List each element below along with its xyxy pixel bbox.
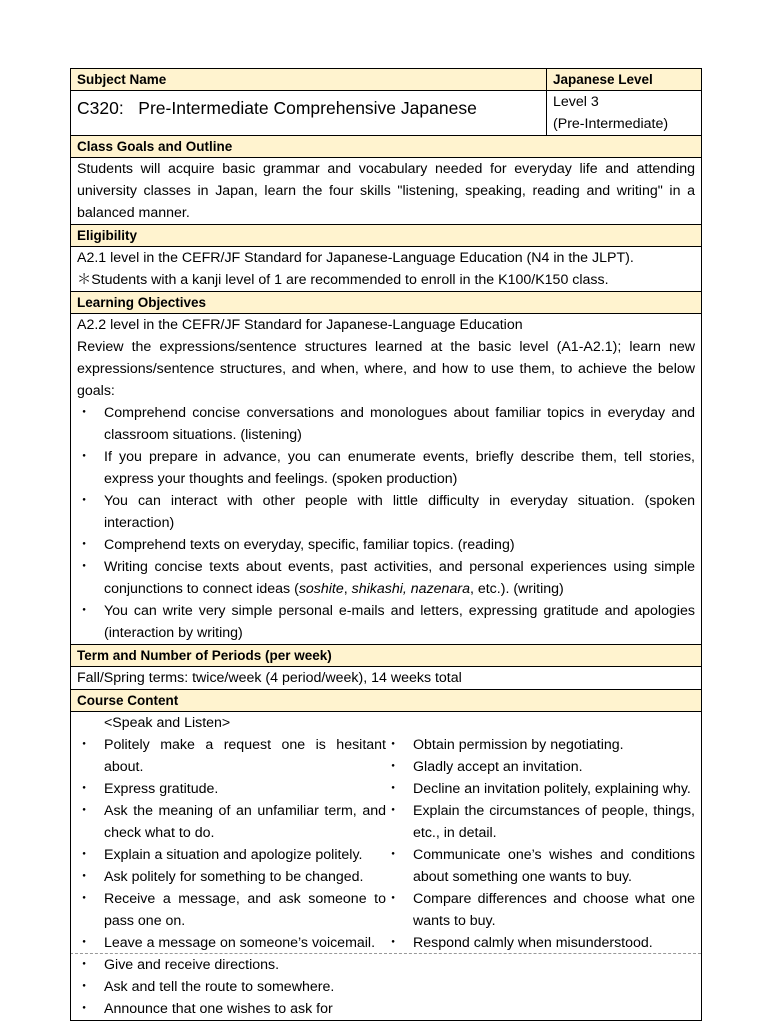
- eligibility-row: [71, 247, 702, 292]
- list-item: ・ Explain a situation and apologize politely.: [77, 844, 386, 866]
- goals-text: Students will acquire basic grammar and vocabulary needed for everyday life and attending university classes in Japan, learn the four skills "listening, speaking, reading and writing" in a balanced manner.: [71, 158, 702, 225]
- eligibility-cell: [71, 247, 702, 292]
- content-cell: [71, 712, 702, 1021]
- eligibility-line-1: A2.1 level in the CEFR/JF Standard for Japanese-Language Education (N4 in the JLPT).: [77, 250, 634, 266]
- list-item: ・ Obtain permission by negotiating.: [386, 734, 695, 756]
- writing-example-1: soshite: [298, 581, 344, 597]
- level-line-2: (Pre-Intermediate): [553, 116, 669, 132]
- list-item: ・ Express gratitude.: [77, 778, 386, 800]
- list-item: ・ Give and receive directions.: [77, 954, 386, 976]
- objectives-cell: [71, 314, 702, 645]
- goals-heading: Class Goals and Outline: [71, 136, 702, 158]
- content-right-list: [386, 734, 695, 1020]
- list-item: ・ Comprehend texts on everyday, specific, familiar topics. (reading): [77, 534, 695, 556]
- term-header-row: [71, 645, 702, 667]
- list-item: ・ Politely make a request one is hesitant about.: [77, 734, 386, 778]
- content-columns: [77, 734, 695, 1020]
- list-item: ・ If you prepare in advance, you can enumerate events, briefly describe them, tell stories, express your thoughts and feelings. (spoken production): [77, 446, 695, 490]
- content-row: [71, 712, 702, 1021]
- goals-header-row: [71, 136, 702, 158]
- objectives-line-2: Review the expressions/sentence structures learned at the basic level (A1-A2.1); learn new expressions/sentence structures, and when, where, and how to use them, to achieve the below goals:: [77, 339, 695, 399]
- term-text: Fall/Spring terms: twice/week (4 period/week), 14 weeks total: [71, 667, 702, 690]
- subject-name-label: Subject Name: [71, 69, 547, 91]
- list-item: ・ Explain the circumstances of people, things, etc., in detail.: [386, 800, 695, 844]
- japanese-level-value: [547, 91, 702, 136]
- japanese-level-label: Japanese Level: [547, 69, 702, 91]
- list-item: ・ Communicate one’s wishes and conditions about something one wants to buy.: [386, 844, 695, 888]
- list-item: ・ Announce that one wishes to ask for: [77, 998, 386, 1020]
- subject-name-value: C320: Pre-Intermediate Comprehensive Japanese: [71, 91, 547, 136]
- objectives-header-row: [71, 292, 702, 314]
- term-heading: Term and Number of Periods (per week): [71, 645, 702, 667]
- writing-text-pre: Writing concise texts about events, past activities, and personal experiences using simple conjunctions to connect ideas (: [104, 559, 695, 597]
- eligibility-line-2: ＊Students with a kanji level of 1 are recommended to enroll in the K100/K150 class.: [77, 272, 609, 288]
- list-item: ・ You can interact with other people with little difficulty in everyday situation. (spoken interaction): [77, 490, 695, 534]
- objectives-line-1: A2.2 level in the CEFR/JF Standard for Japanese-Language Education: [77, 317, 523, 333]
- list-item-writing: [77, 556, 695, 600]
- term-row: [71, 667, 702, 690]
- list-item: ・ Respond calmly when misunderstood.: [386, 932, 695, 954]
- level-line-1: Level 3: [553, 94, 599, 110]
- content-left-list: [77, 734, 386, 1020]
- eligibility-header-row: [71, 225, 702, 247]
- objectives-row: [71, 314, 702, 645]
- list-item: ・ Ask the meaning of an unfamiliar term, and check what to do.: [77, 800, 386, 844]
- objectives-heading: Learning Objectives: [71, 292, 702, 314]
- objectives-list: [77, 402, 695, 644]
- goals-row: [71, 158, 702, 225]
- list-item: ・ Decline an invitation politely, explaining why.: [386, 778, 695, 800]
- subject-header-row: [71, 69, 702, 91]
- content-heading: Course Content: [71, 690, 702, 712]
- list-item: ・ Receive a message, and ask someone to pass one on.: [77, 888, 386, 932]
- list-item: ・ Gladly accept an invitation.: [386, 756, 695, 778]
- eligibility-heading: Eligibility: [71, 225, 702, 247]
- syllabus-sheet: [70, 68, 701, 1017]
- list-item: ・ Leave a message on someone’s voicemail.: [77, 932, 386, 954]
- writing-separator: ,: [343, 581, 352, 597]
- list-item: ・ Compare differences and choose what one wants to buy.: [386, 888, 695, 932]
- content-header-row: [71, 690, 702, 712]
- list-item: ・ Ask and tell the route to somewhere.: [77, 976, 386, 998]
- list-item: ・ You can write very simple personal e-mails and letters, expressing gratitude and apologies (interaction by writing): [77, 600, 695, 644]
- list-item: ・ Ask politely for something to be changed.: [77, 866, 386, 888]
- syllabus-table: [70, 68, 702, 1021]
- writing-example-2: shikashi, nazenara: [351, 581, 470, 597]
- writing-text-post: , etc.). (writing): [469, 581, 564, 597]
- content-subheading: <Speak and Listen>: [104, 715, 231, 731]
- subject-row: [71, 91, 702, 136]
- list-item: ・ Comprehend concise conversations and monologues about familiar topics in everyday and classroom situations. (listening): [77, 402, 695, 446]
